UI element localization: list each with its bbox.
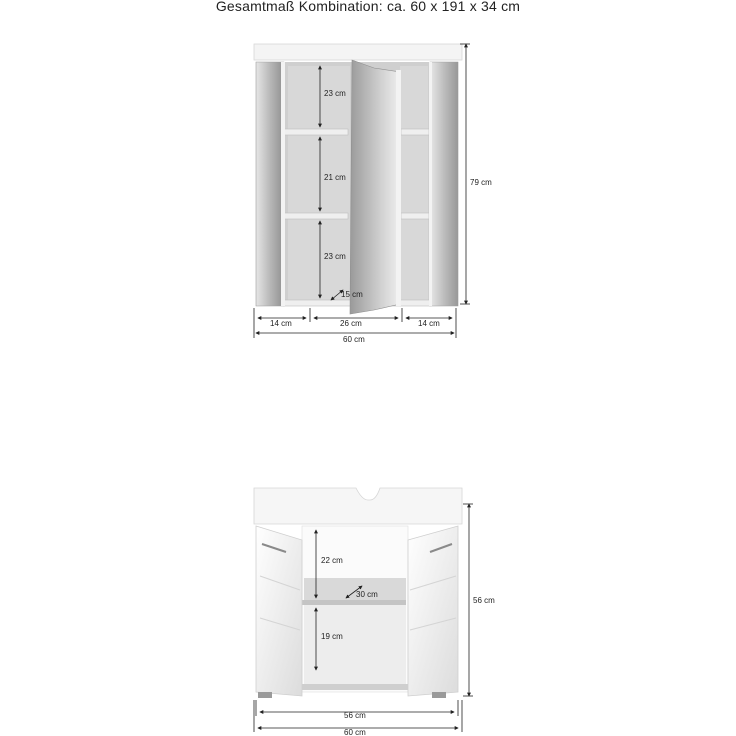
upper-left-door bbox=[256, 62, 284, 306]
dim-upper-shelf-top: 23 cm bbox=[324, 89, 346, 98]
dim-lower-upper-space: 22 cm bbox=[321, 556, 343, 565]
dim-upper-height: 79 cm bbox=[470, 178, 492, 187]
dim-upper-center-width: 26 cm bbox=[340, 319, 362, 328]
upper-top-panel bbox=[254, 44, 462, 60]
dim-upper-shelf-bottom: 23 cm bbox=[324, 252, 346, 261]
dim-upper-left-width: 14 cm bbox=[270, 319, 292, 328]
dim-lower-height: 56 cm bbox=[473, 596, 495, 605]
dim-lower-inner-width: 56 cm bbox=[344, 711, 366, 720]
lower-shelf bbox=[302, 600, 406, 605]
lower-top-panel bbox=[254, 488, 462, 524]
dim-upper-total-width: 60 cm bbox=[343, 335, 365, 344]
dim-lower-depth: 30 cm bbox=[356, 590, 378, 599]
dim-upper-depth: 15 cm bbox=[341, 290, 363, 299]
upper-center-door bbox=[350, 60, 400, 314]
lower-left-door bbox=[256, 526, 302, 696]
diagram-title: Gesamtmaß Kombination: ca. 60 x 191 x 34 cm bbox=[215, 0, 521, 14]
dim-lower-total-width: 60 cm bbox=[344, 728, 366, 736]
upper-cabinet bbox=[254, 44, 462, 314]
lower-foot-right bbox=[432, 692, 446, 698]
dim-upper-shelf-mid: 21 cm bbox=[324, 173, 346, 182]
dim-lower-lower-space: 19 cm bbox=[321, 632, 343, 641]
dim-upper-right-width: 14 cm bbox=[418, 319, 440, 328]
upper-right-door bbox=[430, 62, 458, 306]
lower-foot-left bbox=[258, 692, 272, 698]
